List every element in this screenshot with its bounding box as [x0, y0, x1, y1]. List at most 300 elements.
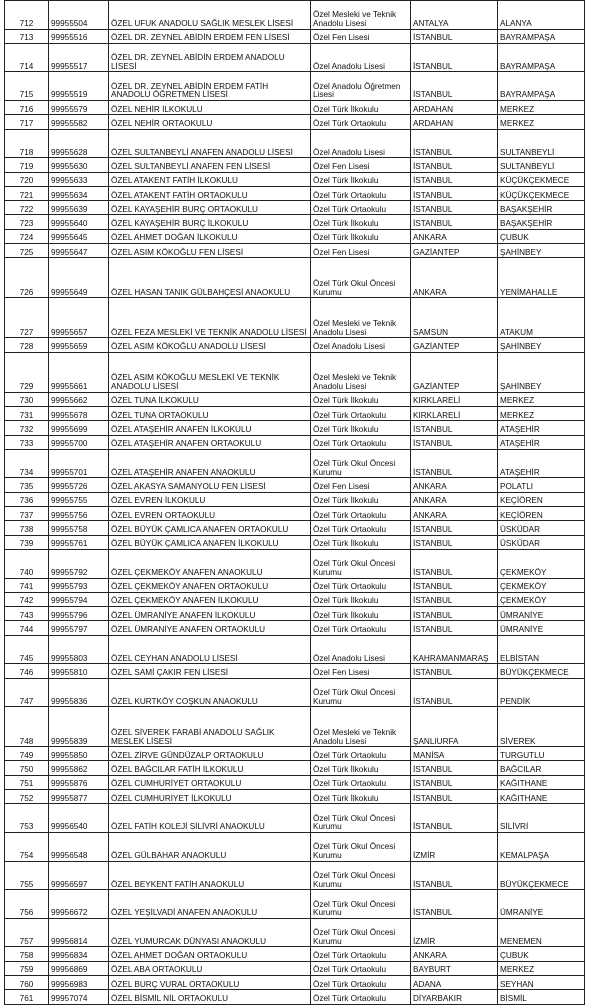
province-cell: ARDAHAN: [411, 115, 498, 129]
province-cell: İSTANBUL: [411, 158, 498, 172]
school-name-cell: ÖZEL YUMURCAK DÜNYASI ANAOKULU: [109, 918, 311, 947]
district-cell: POLATLI: [498, 478, 585, 492]
district-cell: KÜÇÜKÇEKMECE: [498, 172, 585, 186]
row-number-cell: 761: [5, 990, 49, 1004]
table-body: [5, 1, 585, 1005]
table-row: [5, 352, 585, 392]
institution-code-cell: 99956834: [49, 947, 109, 961]
province-cell: İSTANBUL: [411, 215, 498, 229]
district-cell: SEYHAN: [498, 975, 585, 989]
school-name-cell: ÖZEL ABA ORTAOKULU: [109, 961, 311, 975]
district-cell: TURGUTLU: [498, 747, 585, 761]
table-row: [5, 804, 585, 833]
table-row: [5, 578, 585, 592]
school-type-cell: Özel Türk Okul Öncesi Kurumu: [311, 861, 411, 890]
province-cell: ANKARA: [411, 229, 498, 243]
institution-code-cell: 99955877: [49, 790, 109, 804]
school-name-cell: ÖZEL BEYKENT FATİH ANAOKULU: [109, 861, 311, 890]
district-cell: ÇUBUK: [498, 229, 585, 243]
school-list-table: [4, 0, 585, 1005]
district-cell: ÜMRANİYE: [498, 621, 585, 635]
province-cell: İSTANBUL: [411, 421, 498, 435]
institution-code-cell: 99955862: [49, 761, 109, 775]
province-cell: ARDAHAN: [411, 101, 498, 115]
institution-code-cell: 99955700: [49, 435, 109, 449]
row-number-cell: 749: [5, 747, 49, 761]
institution-code-cell: 99955792: [49, 549, 109, 578]
school-type-cell: Özel Anadolu Öğretmen Lisesi: [311, 72, 411, 101]
table-row: [5, 592, 585, 606]
institution-code-cell: 99956814: [49, 918, 109, 947]
school-name-cell: ÖZEL NEHİR İLKOKULU: [109, 101, 311, 115]
row-number-cell: 722: [5, 201, 49, 215]
school-type-cell: Özel Türk İlkokulu: [311, 761, 411, 775]
province-cell: ŞANLIURFA: [411, 707, 498, 747]
table-row: [5, 535, 585, 549]
school-name-cell: ÖZEL SİVEREK FARABİ ANADOLU SAĞLIK MESLEK LİSESİ: [109, 707, 311, 747]
table-row: [5, 492, 585, 506]
school-name-cell: ÖZEL ATAŞEHİR ANAFEN İLKOKULU: [109, 421, 311, 435]
school-name-cell: ÖZEL DR. ZEYNEL ABİDİN ERDEM FATİH ANADOLU ÖĞRETMEN LİSESİ: [109, 72, 311, 101]
row-number-cell: 755: [5, 861, 49, 890]
district-cell: KAĞITHANE: [498, 790, 585, 804]
district-cell: ÜMRANİYE: [498, 890, 585, 919]
school-type-cell: Özel Anadolu Lisesi: [311, 129, 411, 158]
school-name-cell: ÖZEL CUMHURİYET ORTAOKULU: [109, 775, 311, 789]
province-cell: GAZİANTEP: [411, 352, 498, 392]
table-row: [5, 158, 585, 172]
institution-code-cell: 99955662: [49, 392, 109, 406]
row-number-cell: 759: [5, 961, 49, 975]
row-number-cell: 715: [5, 72, 49, 101]
school-type-cell: Özel Fen Lisesi: [311, 244, 411, 258]
school-type-cell: Özel Türk Ortaokulu: [311, 747, 411, 761]
row-number-cell: 731: [5, 406, 49, 420]
province-cell: İSTANBUL: [411, 578, 498, 592]
school-name-cell: ÖZEL ZİRVE GÜNDÜZALP ORTAOKULU: [109, 747, 311, 761]
district-cell: ŞAHİNBEY: [498, 352, 585, 392]
province-cell: İSTANBUL: [411, 186, 498, 200]
school-type-cell: Özel Türk Ortaokulu: [311, 578, 411, 592]
school-type-cell: Özel Türk Okul Öncesi Kurumu: [311, 258, 411, 298]
school-type-cell: Özel Anadolu Lisesi: [311, 338, 411, 352]
school-name-cell: ÖZEL ASIM KÖKOĞLU ANADOLU LİSESİ: [109, 338, 311, 352]
district-cell: SİLİVRİ: [498, 804, 585, 833]
school-name-cell: ÖZEL EVREN İLKOKULU: [109, 492, 311, 506]
institution-code-cell: 99955758: [49, 521, 109, 535]
row-number-cell: 747: [5, 678, 49, 707]
school-name-cell: ÖZEL AKASYA SAMANYOLU FEN LİSESİ: [109, 478, 311, 492]
district-cell: SULTANBEYLİ: [498, 129, 585, 158]
province-cell: İSTANBUL: [411, 804, 498, 833]
row-number-cell: 738: [5, 521, 49, 535]
district-cell: PENDİK: [498, 678, 585, 707]
school-type-cell: Özel Fen Lisesi: [311, 29, 411, 43]
school-name-cell: ÖZEL UFUK ANADOLU SAĞLIK MESLEK LİSESİ: [109, 1, 311, 30]
district-cell: KEMALPAŞA: [498, 832, 585, 861]
province-cell: İSTANBUL: [411, 535, 498, 549]
institution-code-cell: 99955850: [49, 747, 109, 761]
school-name-cell: ÖZEL DR. ZEYNEL ABİDİN ERDEM ANADOLU LİSESİ: [109, 43, 311, 72]
row-number-cell: 744: [5, 621, 49, 635]
school-name-cell: ÖZEL YEŞİLVADİ ANAFEN ANAOKULU: [109, 890, 311, 919]
row-number-cell: 736: [5, 492, 49, 506]
table-row: [5, 29, 585, 43]
institution-code-cell: 99955796: [49, 607, 109, 621]
table-row: [5, 101, 585, 115]
row-number-cell: 753: [5, 804, 49, 833]
district-cell: ÇEKMEKÖY: [498, 549, 585, 578]
institution-code-cell: 99955794: [49, 592, 109, 606]
district-cell: BAYRAMPAŞA: [498, 29, 585, 43]
table-row: [5, 890, 585, 919]
institution-code-cell: 99955634: [49, 186, 109, 200]
row-number-cell: 718: [5, 129, 49, 158]
school-type-cell: Özel Türk Ortaokulu: [311, 961, 411, 975]
row-number-cell: 754: [5, 832, 49, 861]
table-row: [5, 947, 585, 961]
province-cell: İSTANBUL: [411, 435, 498, 449]
school-name-cell: ÖZEL CEYHAN ANADOLU LİSESİ: [109, 635, 311, 664]
school-name-cell: ÖZEL KAYAŞEHİR BURÇ ORTAOKULU: [109, 201, 311, 215]
row-number-cell: 760: [5, 975, 49, 989]
province-cell: GAZİANTEP: [411, 338, 498, 352]
school-type-cell: Özel Türk İlkokulu: [311, 607, 411, 621]
table-row: [5, 338, 585, 352]
institution-code-cell: 99956672: [49, 890, 109, 919]
table-row: [5, 229, 585, 243]
district-cell: KEÇİÖREN: [498, 492, 585, 506]
province-cell: İSTANBUL: [411, 678, 498, 707]
school-type-cell: Özel Fen Lisesi: [311, 478, 411, 492]
institution-code-cell: 99955639: [49, 201, 109, 215]
row-number-cell: 719: [5, 158, 49, 172]
district-cell: ALANYA: [498, 1, 585, 30]
district-cell: SULTANBEYLİ: [498, 158, 585, 172]
school-name-cell: ÖZEL ÜMRANİYE ANAFEN ORTAOKULU: [109, 621, 311, 635]
school-type-cell: Özel Türk Ortaokulu: [311, 947, 411, 961]
table-row: [5, 961, 585, 975]
table-row: [5, 664, 585, 678]
school-name-cell: ÖZEL ATAKENT FATİH ORTAOKULU: [109, 186, 311, 200]
school-type-cell: Özel Türk İlkokulu: [311, 392, 411, 406]
institution-code-cell: 99956548: [49, 832, 109, 861]
row-number-cell: 727: [5, 298, 49, 338]
row-number-cell: 750: [5, 761, 49, 775]
institution-code-cell: 99955628: [49, 129, 109, 158]
province-cell: ANKARA: [411, 947, 498, 961]
table-row: [5, 521, 585, 535]
table-row: [5, 392, 585, 406]
row-number-cell: 748: [5, 707, 49, 747]
province-cell: İSTANBUL: [411, 621, 498, 635]
table-row: [5, 1, 585, 30]
province-cell: ANTALYA: [411, 1, 498, 30]
school-name-cell: ÖZEL CUMHURİYET İLKOKULU: [109, 790, 311, 804]
institution-code-cell: 99955797: [49, 621, 109, 635]
district-cell: ATAKUM: [498, 298, 585, 338]
district-cell: KÜÇÜKÇEKMECE: [498, 186, 585, 200]
row-number-cell: 735: [5, 478, 49, 492]
school-type-cell: Özel Anadolu Lisesi: [311, 635, 411, 664]
row-number-cell: 752: [5, 790, 49, 804]
row-number-cell: 713: [5, 29, 49, 43]
institution-code-cell: 99955504: [49, 1, 109, 30]
school-type-cell: Özel Türk Okul Öncesi Kurumu: [311, 449, 411, 478]
institution-code-cell: 99955659: [49, 338, 109, 352]
row-number-cell: 732: [5, 421, 49, 435]
province-cell: İSTANBUL: [411, 521, 498, 535]
institution-code-cell: 99955516: [49, 29, 109, 43]
school-type-cell: Özel Türk İlkokulu: [311, 421, 411, 435]
district-cell: MERKEZ: [498, 961, 585, 975]
institution-code-cell: 99955649: [49, 258, 109, 298]
institution-code-cell: 99955517: [49, 43, 109, 72]
school-name-cell: ÖZEL ÇEKMEKÖY ANAFEN ORTAOKULU: [109, 578, 311, 592]
school-type-cell: Özel Türk Okul Öncesi Kurumu: [311, 832, 411, 861]
school-name-cell: ÖZEL SAMİ ÇAKIR FEN LİSESİ: [109, 664, 311, 678]
row-number-cell: 751: [5, 775, 49, 789]
district-cell: ÇUBUK: [498, 947, 585, 961]
school-type-cell: Özel Mesleki ve Teknik Anadolu Lisesi: [311, 298, 411, 338]
row-number-cell: 741: [5, 578, 49, 592]
table-row: [5, 861, 585, 890]
table-row: [5, 707, 585, 747]
school-type-cell: Özel Türk İlkokulu: [311, 101, 411, 115]
province-cell: ANKARA: [411, 507, 498, 521]
table-row: [5, 549, 585, 578]
institution-code-cell: 99955630: [49, 158, 109, 172]
school-name-cell: ÖZEL BURÇ VURAL ORTAOKULU: [109, 975, 311, 989]
school-type-cell: Özel Türk İlkokulu: [311, 172, 411, 186]
province-cell: KAHRAMANMARAŞ: [411, 635, 498, 664]
table-row: [5, 775, 585, 789]
institution-code-cell: 99955633: [49, 172, 109, 186]
school-type-cell: Özel Türk Okul Öncesi Kurumu: [311, 678, 411, 707]
district-cell: ATAŞEHİR: [498, 421, 585, 435]
district-cell: BAYRAMPAŞA: [498, 72, 585, 101]
school-name-cell: ÖZEL ATAŞEHİR ANAFEN ANAOKULU: [109, 449, 311, 478]
institution-code-cell: 99956597: [49, 861, 109, 890]
row-number-cell: 739: [5, 535, 49, 549]
school-type-cell: Özel Türk Ortaokulu: [311, 186, 411, 200]
institution-code-cell: 99955761: [49, 535, 109, 549]
district-cell: ÇEKMEKÖY: [498, 592, 585, 606]
school-name-cell: ÖZEL HASAN TANIK GÜLBAHÇESİ ANAOKULU: [109, 258, 311, 298]
table-row: [5, 790, 585, 804]
province-cell: İSTANBUL: [411, 592, 498, 606]
district-cell: ATAŞEHİR: [498, 449, 585, 478]
row-number-cell: 757: [5, 918, 49, 947]
institution-code-cell: 99956540: [49, 804, 109, 833]
school-name-cell: ÖZEL SULTANBEYLİ ANAFEN FEN LİSESİ: [109, 158, 311, 172]
school-name-cell: ÖZEL ASIM KÖKOĞLU MESLEKİ VE TEKNİK ANADOLU LİSESİ: [109, 352, 311, 392]
school-name-cell: ÖZEL BİSMİL NİL ORTAOKULU: [109, 990, 311, 1004]
district-cell: BİSMİL: [498, 990, 585, 1004]
table-row: [5, 990, 585, 1004]
table-row: [5, 621, 585, 635]
school-name-cell: ÖZEL KAYAŞEHİR BURÇ İLKOKULU: [109, 215, 311, 229]
school-type-cell: Özel Fen Lisesi: [311, 158, 411, 172]
row-number-cell: 724: [5, 229, 49, 243]
province-cell: MANİSA: [411, 747, 498, 761]
table-row: [5, 129, 585, 158]
row-number-cell: 720: [5, 172, 49, 186]
school-type-cell: Özel Türk Okul Öncesi Kurumu: [311, 890, 411, 919]
row-number-cell: 726: [5, 258, 49, 298]
institution-code-cell: 99955519: [49, 72, 109, 101]
school-type-cell: Özel Anadolu Lisesi: [311, 43, 411, 72]
school-name-cell: ÖZEL SULTANBEYLİ ANAFEN ANADOLU LİSESİ: [109, 129, 311, 158]
school-name-cell: ÖZEL FEZA MESLEKİ VE TEKNİK ANADOLU LİSESİ: [109, 298, 311, 338]
school-type-cell: Özel Mesleki ve Teknik Anadolu Lisesi: [311, 707, 411, 747]
district-cell: ÜMRANİYE: [498, 607, 585, 621]
institution-code-cell: 99955657: [49, 298, 109, 338]
province-cell: İSTANBUL: [411, 43, 498, 72]
institution-code-cell: 99956869: [49, 961, 109, 975]
province-cell: İSTANBUL: [411, 549, 498, 578]
province-cell: DİYARBAKIR: [411, 990, 498, 1004]
row-number-cell: 729: [5, 352, 49, 392]
province-cell: İSTANBUL: [411, 72, 498, 101]
province-cell: İSTANBUL: [411, 664, 498, 678]
province-cell: İZMİR: [411, 832, 498, 861]
province-cell: GAZİANTEP: [411, 244, 498, 258]
institution-code-cell: 99955810: [49, 664, 109, 678]
table-row: [5, 298, 585, 338]
province-cell: ANKARA: [411, 478, 498, 492]
institution-code-cell: 99955699: [49, 421, 109, 435]
province-cell: İSTANBUL: [411, 172, 498, 186]
district-cell: BAŞAKŞEHİR: [498, 215, 585, 229]
table-row: [5, 421, 585, 435]
row-number-cell: 723: [5, 215, 49, 229]
table-row: [5, 918, 585, 947]
table-row: [5, 607, 585, 621]
table-row: [5, 678, 585, 707]
table-row: [5, 201, 585, 215]
school-type-cell: Özel Türk İlkokulu: [311, 229, 411, 243]
school-name-cell: ÖZEL EVREN ORTAOKULU: [109, 507, 311, 521]
province-cell: İSTANBUL: [411, 129, 498, 158]
school-type-cell: Özel Mesleki ve Teknik Anadolu Lisesi: [311, 1, 411, 30]
row-number-cell: 716: [5, 101, 49, 115]
district-cell: ÇEKMEKÖY: [498, 578, 585, 592]
institution-code-cell: 99955756: [49, 507, 109, 521]
province-cell: İSTANBUL: [411, 201, 498, 215]
row-number-cell: 740: [5, 549, 49, 578]
district-cell: YENİMAHALLE: [498, 258, 585, 298]
school-name-cell: ÖZEL ÇEKMEKÖY ANAFEN ANAOKULU: [109, 549, 311, 578]
school-name-cell: ÖZEL KURTKÖY COŞKUN ANAOKULU: [109, 678, 311, 707]
district-cell: BÜYÜKÇEKMECE: [498, 861, 585, 890]
province-cell: SAMSUN: [411, 298, 498, 338]
row-number-cell: 737: [5, 507, 49, 521]
school-type-cell: Özel Türk Ortaokulu: [311, 507, 411, 521]
province-cell: İSTANBUL: [411, 761, 498, 775]
row-number-cell: 742: [5, 592, 49, 606]
table-row: [5, 244, 585, 258]
school-name-cell: ÖZEL TUNA ORTAOKULU: [109, 406, 311, 420]
school-name-cell: ÖZEL ATAKENT FATİH İLKOKULU: [109, 172, 311, 186]
institution-code-cell: 99955645: [49, 229, 109, 243]
district-cell: BAYRAMPAŞA: [498, 43, 585, 72]
institution-code-cell: 99955647: [49, 244, 109, 258]
school-type-cell: Özel Türk Ortaokulu: [311, 115, 411, 129]
school-name-cell: ÖZEL TUNA İLKOKULU: [109, 392, 311, 406]
province-cell: İSTANBUL: [411, 775, 498, 789]
institution-code-cell: 99955803: [49, 635, 109, 664]
province-cell: İSTANBUL: [411, 790, 498, 804]
table-row: [5, 258, 585, 298]
row-number-cell: 721: [5, 186, 49, 200]
school-type-cell: Özel Türk Ortaokulu: [311, 621, 411, 635]
province-cell: İSTANBUL: [411, 607, 498, 621]
table-row: [5, 478, 585, 492]
row-number-cell: 734: [5, 449, 49, 478]
province-cell: ANKARA: [411, 258, 498, 298]
province-cell: BAYBURT: [411, 961, 498, 975]
province-cell: KIRKLARELİ: [411, 392, 498, 406]
row-number-cell: 733: [5, 435, 49, 449]
district-cell: ÜSKÜDAR: [498, 521, 585, 535]
school-name-cell: ÖZEL BÜYÜK ÇAMLICA ANAFEN ORTAOKULU: [109, 521, 311, 535]
school-type-cell: Özel Türk İlkokulu: [311, 535, 411, 549]
table-row: [5, 172, 585, 186]
institution-code-cell: 99956983: [49, 975, 109, 989]
table-row: [5, 832, 585, 861]
school-type-cell: Özel Türk Okul Öncesi Kurumu: [311, 804, 411, 833]
institution-code-cell: 99955876: [49, 775, 109, 789]
row-number-cell: 746: [5, 664, 49, 678]
school-name-cell: ÖZEL FATİH KOLEJİ SİLİVRİ ANAOKULU: [109, 804, 311, 833]
row-number-cell: 730: [5, 392, 49, 406]
district-cell: ATAŞEHİR: [498, 435, 585, 449]
school-name-cell: ÖZEL ASIM KÖKOĞLU FEN LİSESİ: [109, 244, 311, 258]
institution-code-cell: 99955755: [49, 492, 109, 506]
province-cell: İZMİR: [411, 918, 498, 947]
institution-code-cell: 99955701: [49, 449, 109, 478]
row-number-cell: 745: [5, 635, 49, 664]
province-cell: İSTANBUL: [411, 861, 498, 890]
school-name-cell: ÖZEL AHMET DOĞAN ORTAOKULU: [109, 947, 311, 961]
school-name-cell: ÖZEL NEHİR ORTAOKULU: [109, 115, 311, 129]
province-cell: ADANA: [411, 975, 498, 989]
institution-code-cell: 99955836: [49, 678, 109, 707]
table-row: [5, 635, 585, 664]
school-type-cell: Özel Türk Okul Öncesi Kurumu: [311, 918, 411, 947]
table-row: [5, 186, 585, 200]
school-name-cell: ÖZEL ATAŞEHİR ANAFEN ORTAOKULU: [109, 435, 311, 449]
table-row: [5, 761, 585, 775]
school-type-cell: Özel Fen Lisesi: [311, 664, 411, 678]
institution-code-cell: 99955582: [49, 115, 109, 129]
school-name-cell: ÖZEL DR. ZEYNEL ABİDİN ERDEM FEN LİSESİ: [109, 29, 311, 43]
row-number-cell: 717: [5, 115, 49, 129]
table-row: [5, 449, 585, 478]
school-type-cell: Özel Türk Ortaokulu: [311, 990, 411, 1004]
row-number-cell: 758: [5, 947, 49, 961]
table-row: [5, 406, 585, 420]
institution-code-cell: 99955678: [49, 406, 109, 420]
district-cell: KEÇİÖREN: [498, 507, 585, 521]
institution-code-cell: 99955661: [49, 352, 109, 392]
institution-code-cell: 99955640: [49, 215, 109, 229]
institution-code-cell: 99955726: [49, 478, 109, 492]
table-row: [5, 975, 585, 989]
school-name-cell: ÖZEL BAĞCILAR FATİH İLKOKULU: [109, 761, 311, 775]
school-type-cell: Özel Türk Ortaokulu: [311, 435, 411, 449]
